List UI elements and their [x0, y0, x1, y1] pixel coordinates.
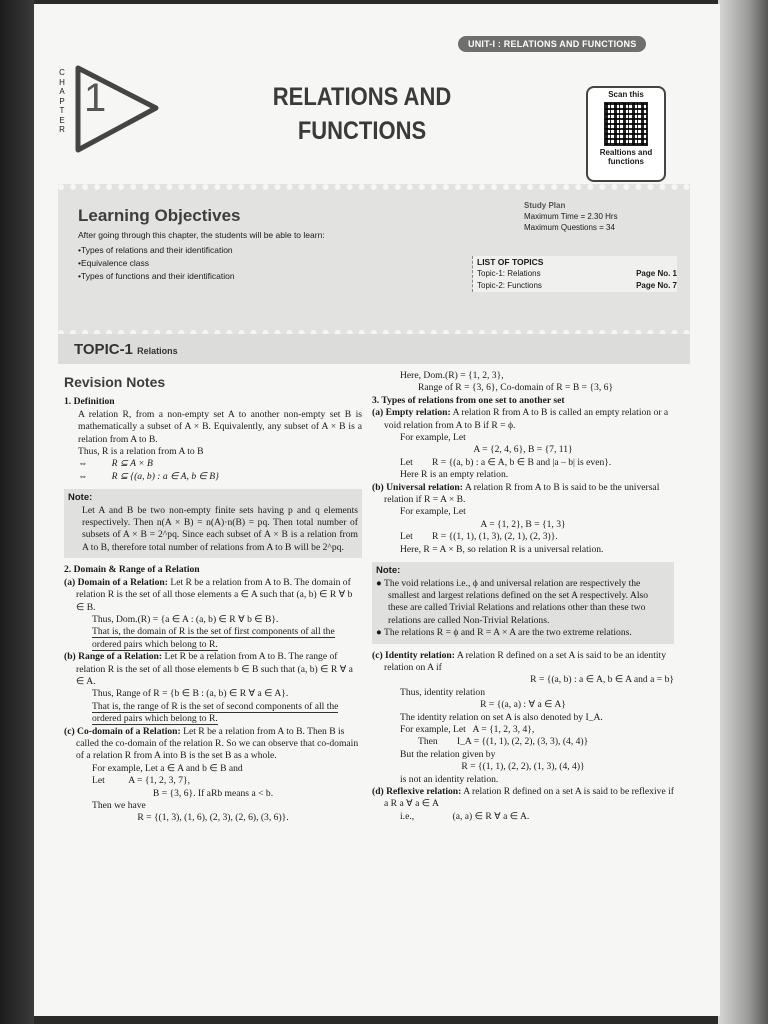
left-column: [64, 376, 362, 825]
qr-code-icon[interactable]: [604, 102, 648, 146]
equation: A = {1, 2}, B = {1, 3}: [480, 518, 566, 530]
section-title: 3. Types of relations from one set to another set: [372, 394, 565, 406]
equation: For example, Let A = {1, 2, 3, 4},: [400, 723, 535, 735]
paragraph: A relation R defined on a set A is said to be an identity relation on A if: [384, 649, 666, 673]
study-plan-questions: Maximum Questions = 34: [524, 223, 615, 232]
equation: Let A = {1, 2, 3, 7},: [92, 775, 191, 787]
note-heading: Note:: [68, 492, 93, 504]
equation: Range of R = {3, 6}, Co-domain of R = B = {3, 6}: [418, 382, 614, 394]
subsection-title: (c) Identity relation:: [372, 649, 455, 661]
revision-notes-heading: Revision Notes: [64, 374, 166, 390]
equation: i.e., (a, a) ∈ R ∀ a ∈ A.: [400, 810, 530, 822]
subsection-title: (a) Domain of a Relation:: [64, 576, 168, 588]
paragraph: A relation R defined on a set A is said to be reflexive if a R a ∀ a ∈ A: [384, 786, 674, 810]
paragraph: For example, Let a ∈ A and b ∈ B and: [92, 762, 243, 774]
note-bullet: ● The void relations i.e., ϕ and universal relation are respectively the smallest and largest relations defined on the set A respectively. Also these are called Trivial Relations and relations other than these two relations are called Non-Trivial Relations.: [376, 577, 649, 626]
list-item: • Types of relations and their identification: [78, 244, 235, 257]
paragraph: A relation R, from a non-empty set A to another non-empty set B is mathematically a subset of A × B. Equivalently, any subset of A × B is a relation from A to B.: [78, 408, 362, 445]
paragraph: A relation R from A to B is called an empty relation or a void relation from A to B if R = ϕ.: [384, 407, 669, 431]
topics-heading: LIST OF TOPICS: [477, 257, 544, 267]
book-spine: [0, 0, 34, 1024]
equation: Let R = {(1, 1), (1, 3), (2, 1), (2, 3)}.: [400, 531, 558, 543]
list-item: • Types of functions and their identification: [78, 270, 235, 283]
subsection-title: (b) Range of a Relation:: [64, 651, 163, 663]
learning-objectives-list: [78, 244, 235, 283]
section-title: 1. Definition: [64, 396, 115, 408]
paragraph: For example, Let: [400, 506, 466, 518]
scan-caption: Realtions and functions: [599, 148, 653, 166]
equation: ⇔ R ⊆ A × B: [78, 458, 153, 470]
note-box: [64, 489, 362, 558]
note-box: [372, 562, 674, 643]
equation: R = {(1, 1), (2, 2), (1, 3), (4, 4)}: [461, 761, 585, 773]
list-of-topics: [472, 256, 677, 292]
scan-label: Scan this: [608, 90, 644, 99]
subsection-title: (d) Reflexive relation:: [372, 786, 462, 797]
paragraph: A relation R from A to B is said to be the universal relation if R = A × B.: [384, 481, 660, 506]
topic-row: Topic-2: Functions Page No. 7: [477, 281, 677, 290]
study-plan: [524, 200, 648, 233]
list-item: • Equivalence class: [78, 257, 235, 270]
equation: R = {(a, a) : ∀ a ∈ A}: [480, 699, 566, 711]
paragraph: Thus, identity relation: [400, 686, 485, 698]
paragraph: That is, the range of R is the set of second components of all the ordered pairs which belong to R.: [92, 700, 339, 725]
subsection-title: (c) Co-domain of a Relation:: [64, 725, 181, 737]
equation: R = {(1, 3), (1, 6), (2, 3), (2, 6), (3, 6)}.: [137, 812, 289, 824]
equation: Here, Dom.(R) = {1, 2, 3},: [400, 370, 504, 381]
paragraph: Here, R = A × B, so relation R is a universal relation.: [400, 543, 604, 555]
unit-badge: UNIT-I : RELATIONS AND FUNCTIONS: [458, 36, 646, 52]
topic-row: Topic-1: Relations Page No. 1: [477, 269, 677, 278]
equation: Let R = {(a, b) : a ∈ A, b ∈ B and |a – b| is even}.: [400, 456, 612, 468]
right-column: [372, 370, 674, 823]
note-heading: Note:: [376, 565, 401, 577]
qr-scan-box[interactable]: [586, 86, 666, 182]
textbook-page: [34, 4, 720, 1016]
paragraph: But the relation given by: [400, 748, 496, 760]
paragraph: is not an identity relation.: [400, 773, 499, 785]
equation: B = {3, 6}. If aRb means a < b.: [152, 787, 274, 799]
paragraph: Thus, Range of R = {b ∈ B : (a, b) ∈ R ∀ a ∈ A}.: [92, 688, 289, 700]
paragraph: Then we have: [92, 800, 146, 811]
equation: ⇔ R ⊆ {(a, b) : a ∈ A, b ∈ B}: [78, 470, 219, 482]
paragraph: Here R is an empty relation.: [400, 469, 509, 481]
note-bullet: ● The relations R = ϕ and R = A × A are the two extreme relations.: [376, 627, 632, 639]
equation: Then I_A = {(1, 1), (2, 2), (3, 3), (4, 4)}: [418, 736, 589, 748]
topic-label: TOPIC-1 Relations: [74, 341, 178, 358]
learning-objectives-intro: After going through this chapter, the students will be able to learn:: [78, 230, 325, 240]
paragraph: Let R be a relation from A to B. Then B is called the co-domain of the relation R. So we can observe that co-domain of a relation R from A into B is the set B as a whole.: [76, 725, 359, 762]
note-text: Let A and B be two non-empty finite sets having p and q elements respectively. Then n(A × B) = n(A)·n(B) = pq. Then total number of subsets of A × B = 2^pq. Since each subset of A × B is a relation from A to B, therefore total number of relations from A to B will be 2^pq.: [82, 504, 358, 553]
study-plan-heading: Study Plan: [524, 201, 566, 210]
section-title: 2. Domain & Range of a Relation: [64, 564, 200, 576]
paragraph: The identity relation on set A is also denoted by I_A.: [400, 711, 603, 723]
study-plan-time: Maximum Time = 2.30 Hrs: [524, 212, 618, 221]
chapter-vertical-label: C H A P T E R: [59, 68, 65, 134]
chapter-title: RELATIONS AND FUNCTIONS: [272, 83, 452, 145]
subsection-title: (a) Empty relation:: [372, 407, 451, 419]
paragraph: That is, the domain of R is the set of first components of all the ordered pairs which belong to R.: [92, 626, 335, 650]
paragraph: Let R be a relation from A to B. The range of relation R is the set of all those elements b ∈ B such that (a, b) ∈ R ∀ a ∈ A.: [76, 651, 353, 687]
paragraph: Thus, R is a relation from A to B: [78, 446, 204, 458]
paragraph: Let R be a relation from A to B. The domain of relation R is the set of all those elements a ∈ A such that (a, b) ∈ R ∀ b ∈ B.: [76, 576, 353, 613]
learning-objectives-heading: Learning Objectives: [78, 206, 241, 225]
equation: A = {2, 4, 6}, B = {7, 11}: [473, 444, 573, 456]
paragraph: For example, Let: [400, 432, 466, 444]
paragraph: Thus, Dom.(R) = {a ∈ A : (a, b) ∈ R ∀ b ∈ B}.: [92, 613, 279, 625]
equation: R = {(a, b) : a ∈ A, b ∈ A and a = b}: [530, 674, 674, 686]
chapter-number: 1: [84, 76, 107, 120]
page-edge-stack: [718, 0, 768, 1024]
subsection-title: (b) Universal relation:: [372, 481, 463, 493]
